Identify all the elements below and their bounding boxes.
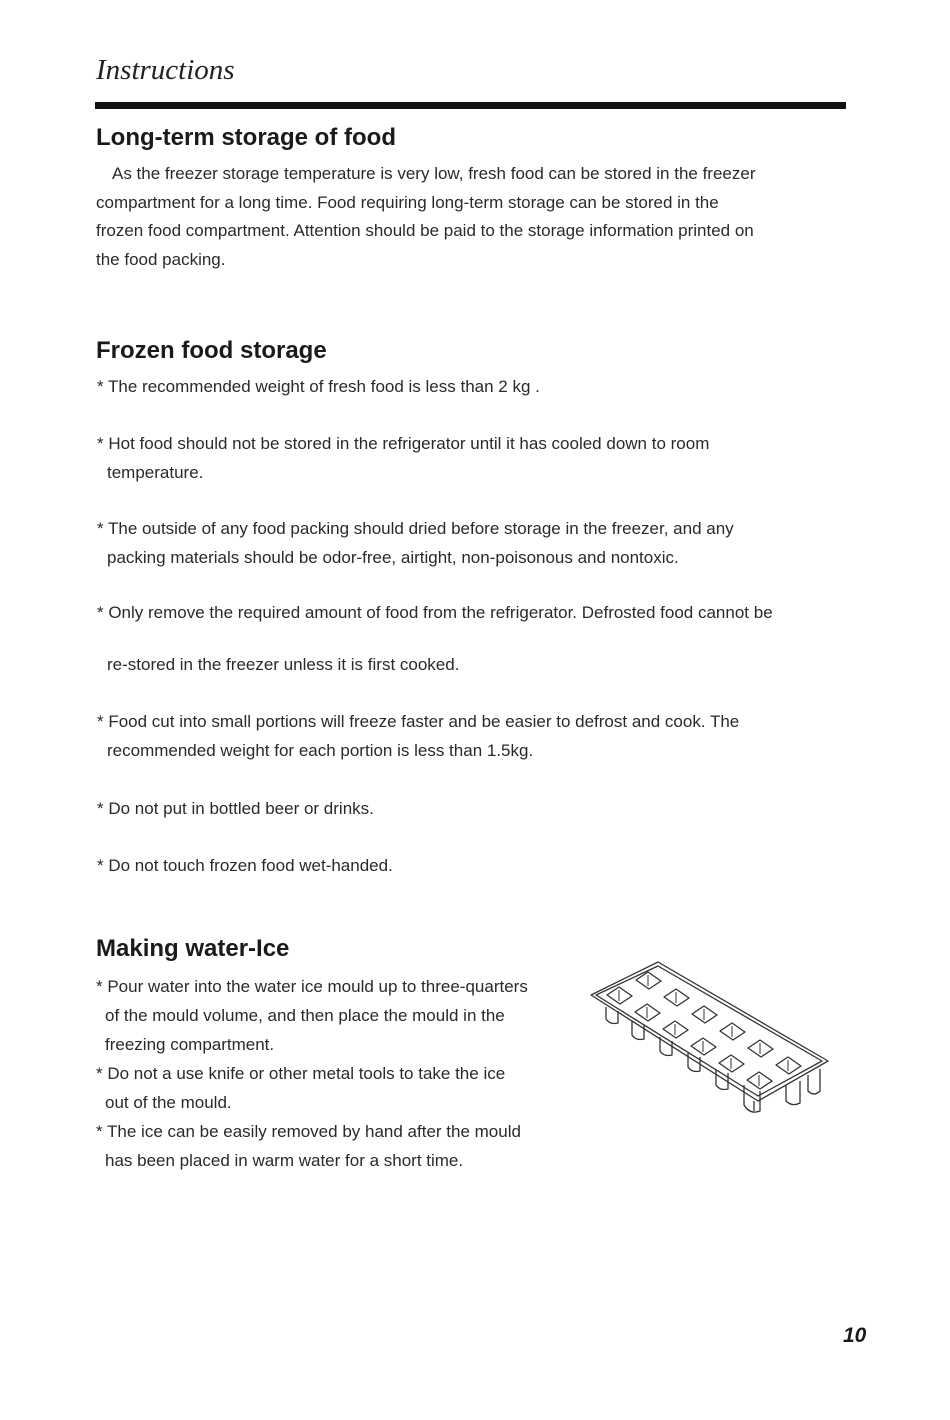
- frozen-bullet-4-line-2: re-stored in the freezer unless it is first cooked.: [107, 655, 460, 674]
- section-heading-ice: Making water-Ice: [96, 935, 290, 962]
- frozen-bullet-5-line-1: * Food cut into small portions will freeze faster and be easier to defrost and cook. The: [97, 712, 740, 731]
- ice-bullets: [96, 972, 576, 1175]
- frozen-bullet-4-line-1: * Only remove the required amount of food from the refrigerator. Defrosted food cannot be: [97, 603, 773, 622]
- ice-bullet-1-line-3: freezing compartment.: [105, 1035, 275, 1054]
- frozen-bullet-3: [97, 515, 857, 572]
- frozen-bullet-5-line-2: recommended weight for each portion is less than 1.5kg.: [107, 740, 534, 760]
- ice-bullet-3-line-1: * The ice can be easily removed by hand after the mould: [96, 1122, 521, 1141]
- frozen-bullet-2: [97, 430, 857, 487]
- section-heading-frozen: Frozen food storage: [96, 337, 327, 364]
- frozen-bullet-4-cont: [97, 651, 857, 680]
- long-term-paragraph: [96, 160, 856, 274]
- section-heading-long-term: Long-term storage of food: [96, 124, 396, 151]
- ice-bullet-1: [96, 972, 576, 1059]
- page-number: 10: [843, 1324, 867, 1347]
- frozen-bullet-3-line-1: * The outside of any food packing should dried before storage in the freezer, and any: [97, 519, 734, 538]
- long-term-line-4: the food packing.: [96, 249, 226, 269]
- ice-bullet-2-line-1: * Do not a use knife or other metal tools to take the ice: [96, 1064, 506, 1083]
- ice-tray-illustration: [588, 955, 833, 1145]
- ice-bullet-1-line-1: * Pour water into the water ice mould up to three-quarters: [96, 977, 528, 996]
- frozen-bullet-7-text: * Do not touch frozen food wet-handed.: [97, 856, 393, 875]
- long-term-line-3: frozen food compartment. Attention should be paid to the storage information printed on: [96, 221, 754, 240]
- frozen-bullet-1: [97, 373, 857, 402]
- ice-bullet-2: [96, 1059, 576, 1117]
- frozen-bullet-6: [97, 795, 857, 824]
- header-rule: [95, 102, 846, 109]
- ice-bullet-3-line-2: has been placed in warm water for a short time.: [105, 1151, 464, 1170]
- frozen-bullet-7: [97, 852, 857, 881]
- frozen-bullet-5: [97, 708, 857, 765]
- frozen-bullet-6-text: * Do not put in bottled beer or drinks.: [97, 799, 374, 818]
- page-header: Instructions: [96, 54, 235, 86]
- frozen-bullet-1-text: * The recommended weight of fresh food is less than 2 kg .: [97, 377, 540, 396]
- ice-bullet-2-line-2: out of the mould.: [105, 1093, 232, 1112]
- frozen-bullet-2-line-1: * Hot food should not be stored in the refrigerator until it has cooled down to room: [97, 434, 710, 453]
- ice-bullet-3: [96, 1117, 576, 1175]
- ice-bullet-1-line-2: of the mould volume, and then place the mould in the: [105, 1006, 505, 1025]
- long-term-line-1: As the freezer storage temperature is very low, fresh food can be stored in the freezer: [112, 164, 756, 183]
- frozen-bullet-4: [97, 599, 857, 628]
- frozen-bullet-3-line-2: packing materials should be odor-free, airtight, non-poisonous and nontoxic.: [107, 547, 679, 567]
- long-term-line-2: compartment for a long time. Food requiring long-term storage can be stored in the: [96, 192, 719, 212]
- frozen-bullet-2-line-2: temperature.: [107, 462, 204, 482]
